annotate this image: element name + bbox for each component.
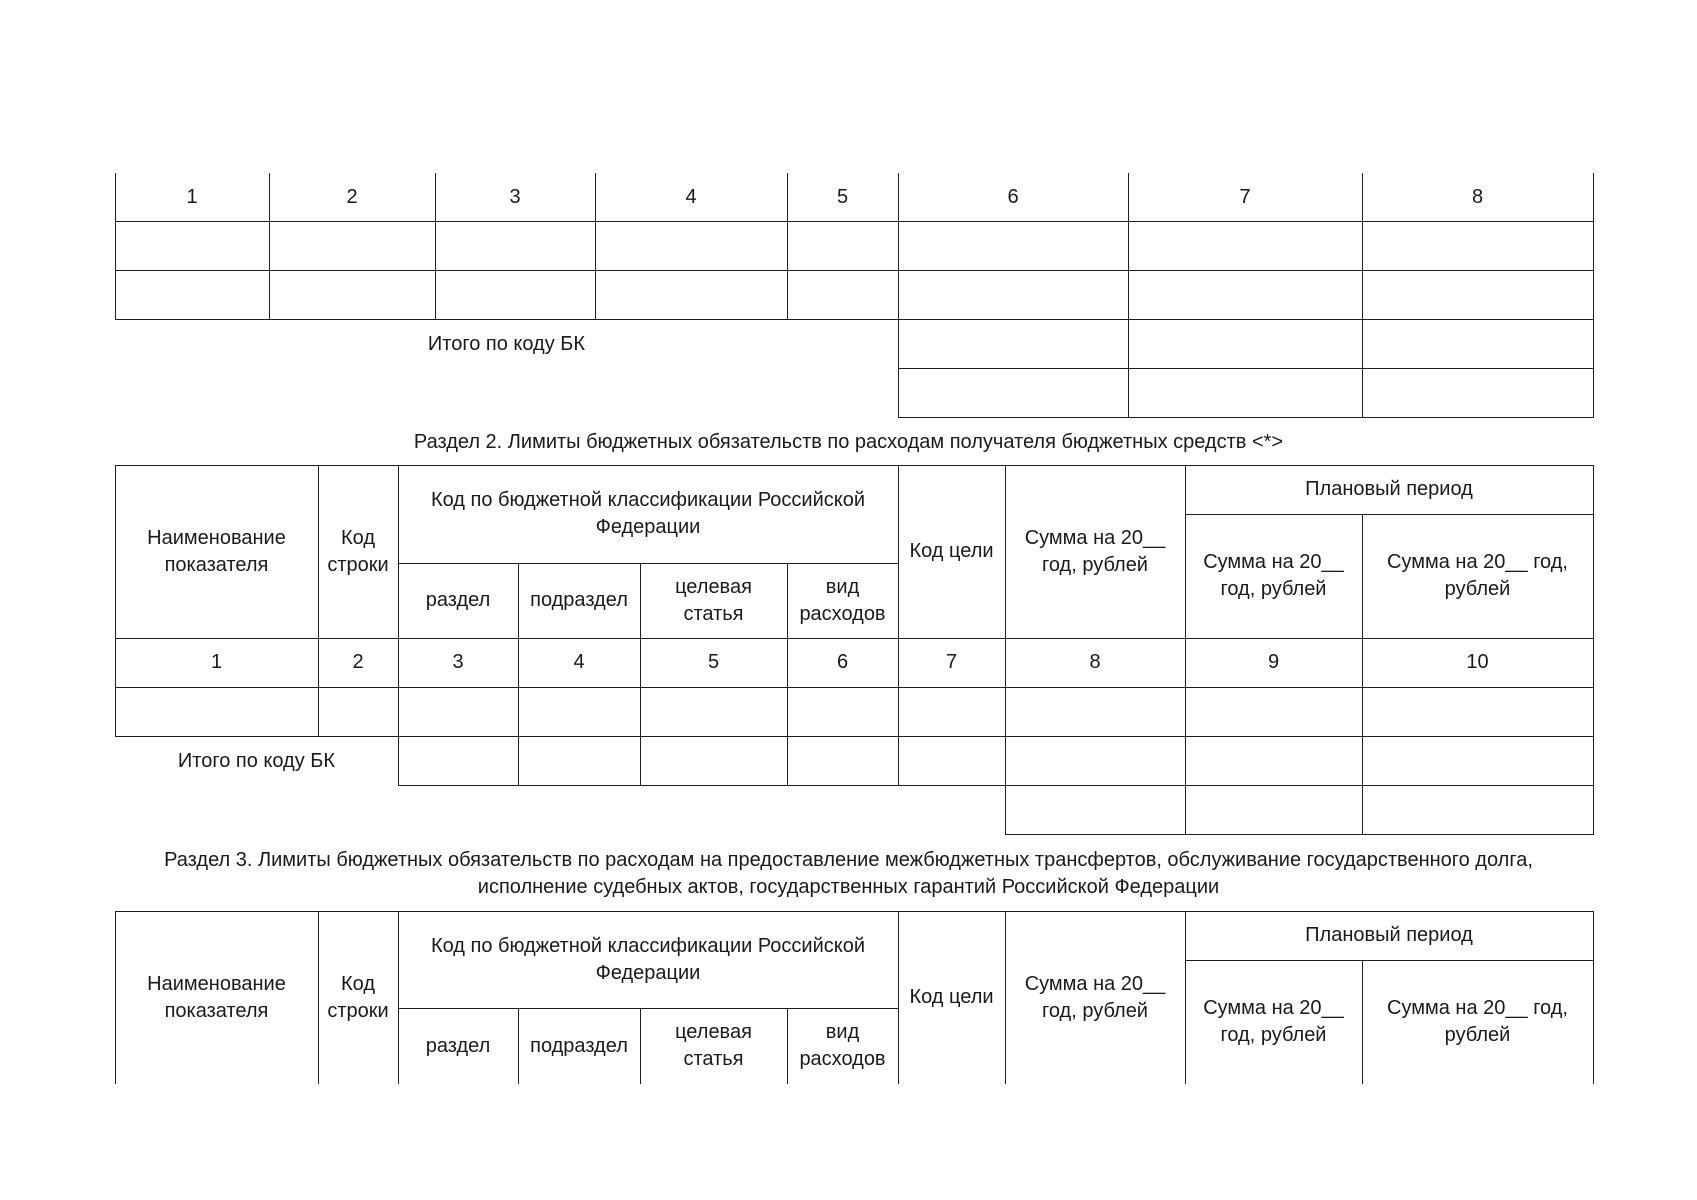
column-number: 5 <box>707 651 720 673</box>
header-expense-type: вид расходов <box>799 575 886 625</box>
header-target-item: целевая статья <box>675 1021 752 1070</box>
header-planning-period: Плановый период <box>1305 478 1473 500</box>
header-section: раздел <box>425 1034 491 1057</box>
header-sum-current: Сумма на 20__ год, рублей <box>1024 526 1166 576</box>
header-sum-next: Сумма на 20__ год, рублей <box>1203 551 1344 600</box>
column-number: 3 <box>509 185 521 208</box>
column-number: 5 <box>836 185 849 208</box>
column-number: 2 <box>352 651 364 673</box>
header-sum-current: Сумма на 20__ год, рублей <box>1024 972 1166 1022</box>
column-number: 1 <box>210 651 223 673</box>
column-number: 6 <box>1007 185 1019 208</box>
column-number: 4 <box>685 185 697 208</box>
header-row-code: Код строки <box>327 526 389 576</box>
column-number: 6 <box>836 651 849 673</box>
header-sum-next: Сумма на 20__ год, рублей <box>1203 997 1344 1046</box>
column-number: 1 <box>186 185 198 208</box>
total-label: Итого по коду БК <box>177 749 336 772</box>
header-target-item: целевая статья <box>675 575 752 625</box>
column-number: 10 <box>1466 651 1489 673</box>
header-indicator-name: Наименование показателя <box>147 526 286 576</box>
column-number: 4 <box>573 651 585 673</box>
header-sum-after: Сумма на 20__ год, рублей <box>1387 997 1568 1046</box>
column-number: 8 <box>1089 651 1101 673</box>
column-number: 9 <box>1267 651 1280 673</box>
header-goal-code: Код цели <box>909 986 994 1008</box>
header-planning-period: Плановый период <box>1305 924 1473 946</box>
column-number: 2 <box>346 185 358 208</box>
header-subsection: подраздел <box>530 1034 628 1057</box>
header-goal-code: Код цели <box>909 540 994 562</box>
column-number: 3 <box>452 651 464 673</box>
column-number: 7 <box>1239 185 1251 208</box>
header-expense-type: вид расходов <box>799 1021 886 1070</box>
header-section: раздел <box>425 589 491 611</box>
header-bk-code: Код по бюджетной классификации Российской Федерации <box>430 934 866 984</box>
header-subsection: подраздел <box>530 589 628 611</box>
section-2-title: Раздел 2. Лимиты бюджетных обязательств по расходам получателя бюджетных средств <*> <box>413 430 1284 453</box>
header-bk-code: Код по бюджетной классификации Российской Федерации <box>430 489 866 538</box>
section-3-title: Раздел 3. Лимиты бюджетных обязательств по расходам на предоставление межбюджетных трансфертов, обслуживание государственного долга, исполнение судебных актов, государственных гарантий Российской Федерации <box>164 849 1533 898</box>
header-row-code: Код строки <box>327 972 389 1022</box>
column-number: 7 <box>945 651 958 673</box>
total-label: Итого по коду БК <box>427 332 586 355</box>
header-sum-after: Сумма на 20__ год, рублей <box>1387 551 1568 600</box>
column-number: 8 <box>1471 185 1484 208</box>
header-indicator-name: Наименование показателя <box>147 972 286 1022</box>
